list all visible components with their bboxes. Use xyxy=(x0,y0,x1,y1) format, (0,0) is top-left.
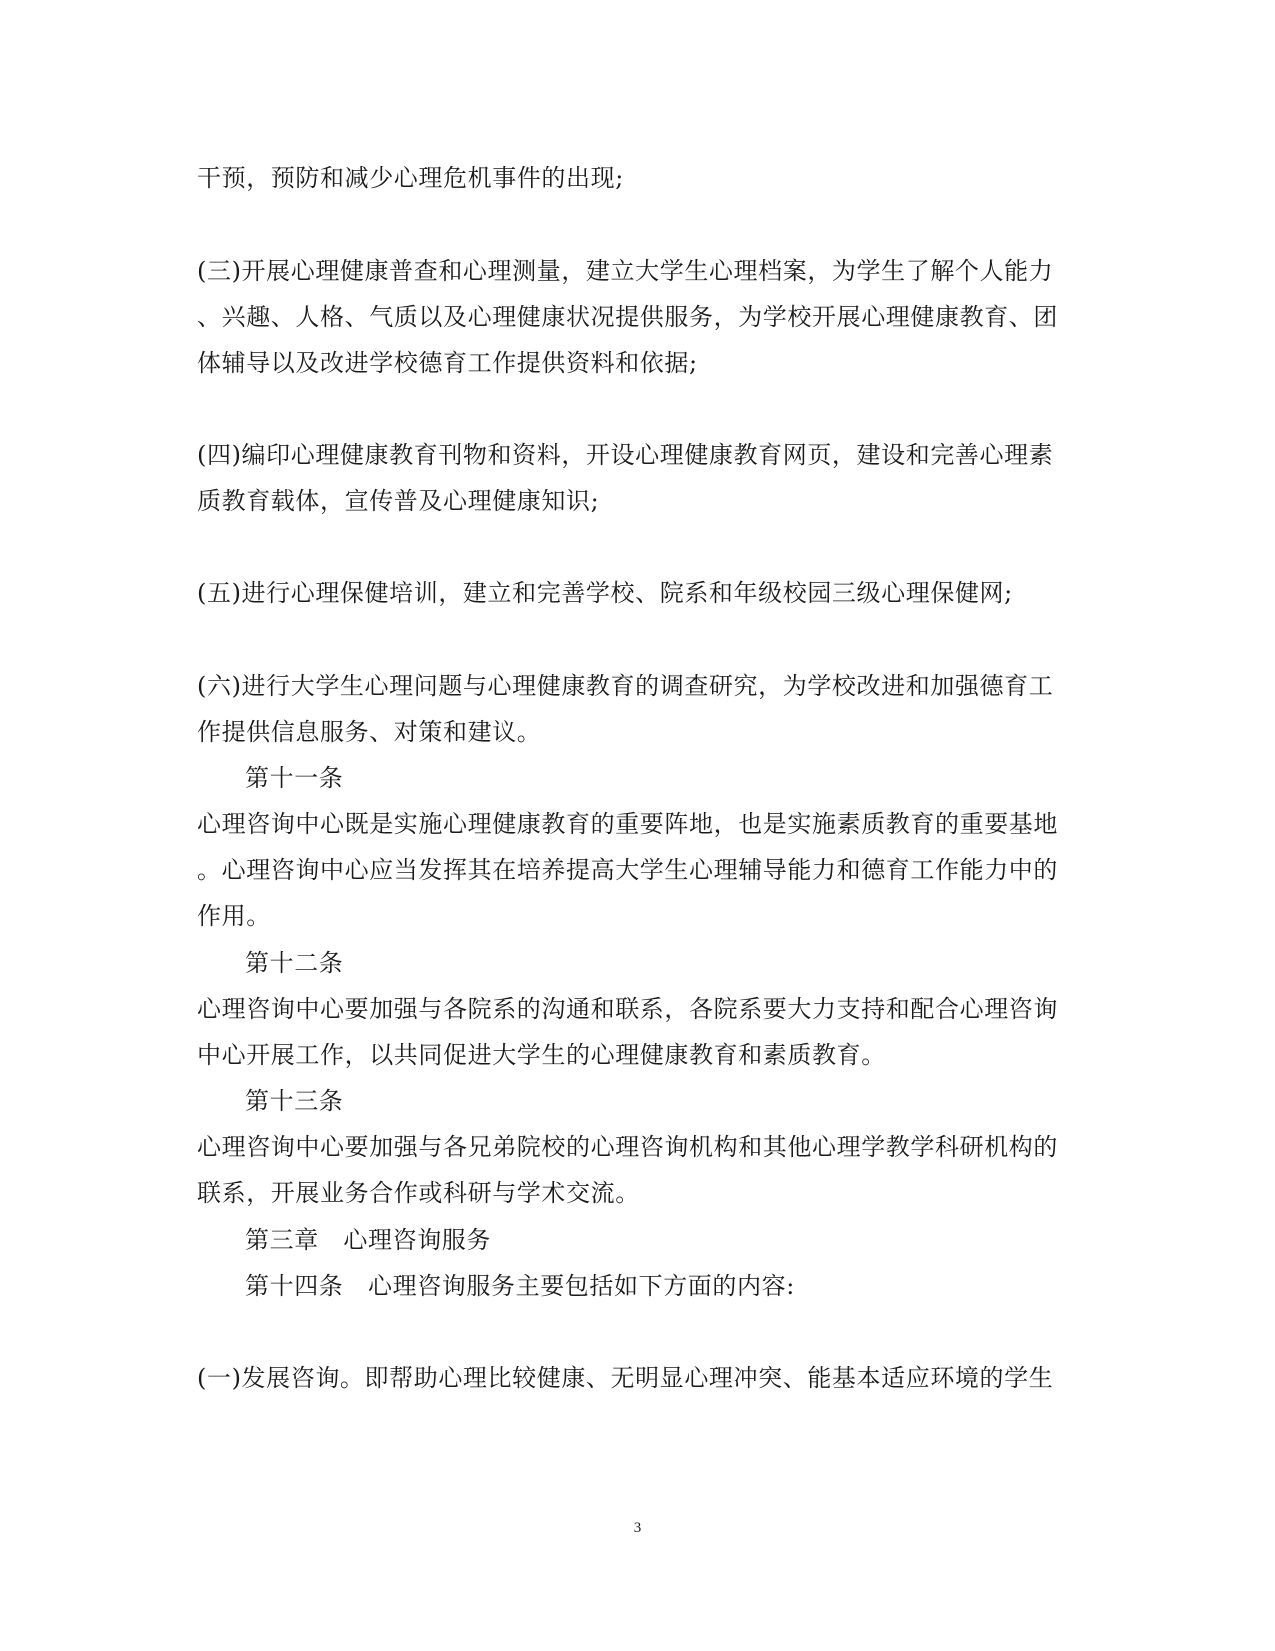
body-line: (五)进行心理保健培训，建立和完善学校、院系和年级校园三级心理保健网; xyxy=(197,579,1013,607)
body-line: 作提供信息服务、对策和建议。 xyxy=(197,718,542,746)
body-line: 体辅导以及改进学校德育工作提供资料和依据; xyxy=(197,349,698,377)
body-line: 、兴趣、人格、气质以及心理健康状况提供服务，为学校开展心理健康教育、团 xyxy=(197,303,1058,331)
body-line: 心理咨询中心要加强与各兄弟院校的心理咨询机构和其他心理学教学科研机构的 xyxy=(197,1133,1058,1161)
body-line: 心理咨询中心要加强与各院系的沟通和联系，各院系要大力支持和配合心理咨询 xyxy=(197,995,1058,1023)
article-heading: 第十四条 心理咨询服务主要包括如下方面的内容: xyxy=(245,1272,795,1300)
article-heading: 第十一条 xyxy=(245,764,344,792)
body-line: 干预，预防和减少心理危机事件的出现; xyxy=(197,164,624,192)
body-line: (三)开展心理健康普查和心理测量，建立大学生心理档案，为学生了解个人能力 xyxy=(197,257,1054,285)
body-line: 中心开展工作，以共同促进大学生的心理健康教育和素质教育。 xyxy=(197,1041,886,1069)
body-line: (四)编印心理健康教育刊物和资料，开设心理健康教育网页，建设和完善心理素 xyxy=(197,441,1054,469)
article-heading: 第十三条 xyxy=(245,1087,344,1115)
body-line: (一)发展咨询。即帮助心理比较健康、无明显心理冲突、能基本适应环境的学生 xyxy=(197,1364,1054,1392)
article-heading: 第十二条 xyxy=(245,949,344,977)
body-line: (六)进行大学生心理问题与心理健康教育的调查研究，为学校改进和加强德育工 xyxy=(197,672,1054,700)
body-line: 作用。 xyxy=(197,902,271,930)
page-number: 3 xyxy=(633,1520,642,1536)
body-line: 质教育载体，宣传普及心理健康知识; xyxy=(197,487,600,515)
body-line: 联系，开展业务合作或科研与学术交流。 xyxy=(197,1179,640,1207)
body-line: 。心理咨询中心应当发挥其在培养提高大学生心理辅导能力和德育工作能力中的 xyxy=(197,856,1058,884)
body-line: 心理咨询中心既是实施心理健康教育的重要阵地，也是实施素质教育的重要基地 xyxy=(197,810,1058,838)
chapter-heading: 第三章 心理咨询服务 xyxy=(245,1226,491,1254)
